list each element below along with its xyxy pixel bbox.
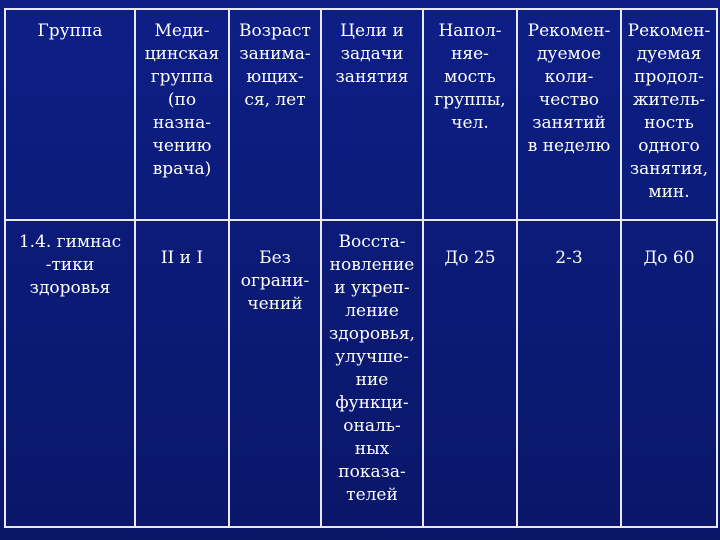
header-sessions-per-week: Рекомен- дуемое коли- чество занятий в неделю [517, 9, 621, 220]
recommendations-table [4, 8, 718, 528]
header-age: Возраст занима- ющих- ся, лет [229, 9, 321, 220]
cell-session-duration: До 60 [621, 220, 717, 527]
header-session-duration: Рекомен- дуемая продол- житель- ность одного занятия, мин. [621, 9, 717, 220]
header-goals: Цели и задачи занятия [321, 9, 423, 220]
cell-sessions-per-week: 2-3 [517, 220, 621, 527]
header-occupancy: Напол- няе- мость группы, чел. [423, 9, 517, 220]
cell-group: 1.4. гимнас -тики здоровья [5, 220, 135, 527]
cell-age: Без ограни- чений [229, 220, 321, 527]
table-row [5, 220, 717, 527]
header-medical-group: Меди- цинская группа (по назна- чению врача) [135, 9, 229, 220]
header-group: Группа [5, 9, 135, 220]
cell-goals: Восста- новление и укреп- ление здоровья, улучше- ние функци- ональ- ных показа- телей [321, 220, 423, 527]
cell-medical-group: II и I [135, 220, 229, 527]
cell-occupancy: До 25 [423, 220, 517, 527]
header-row [5, 9, 717, 220]
